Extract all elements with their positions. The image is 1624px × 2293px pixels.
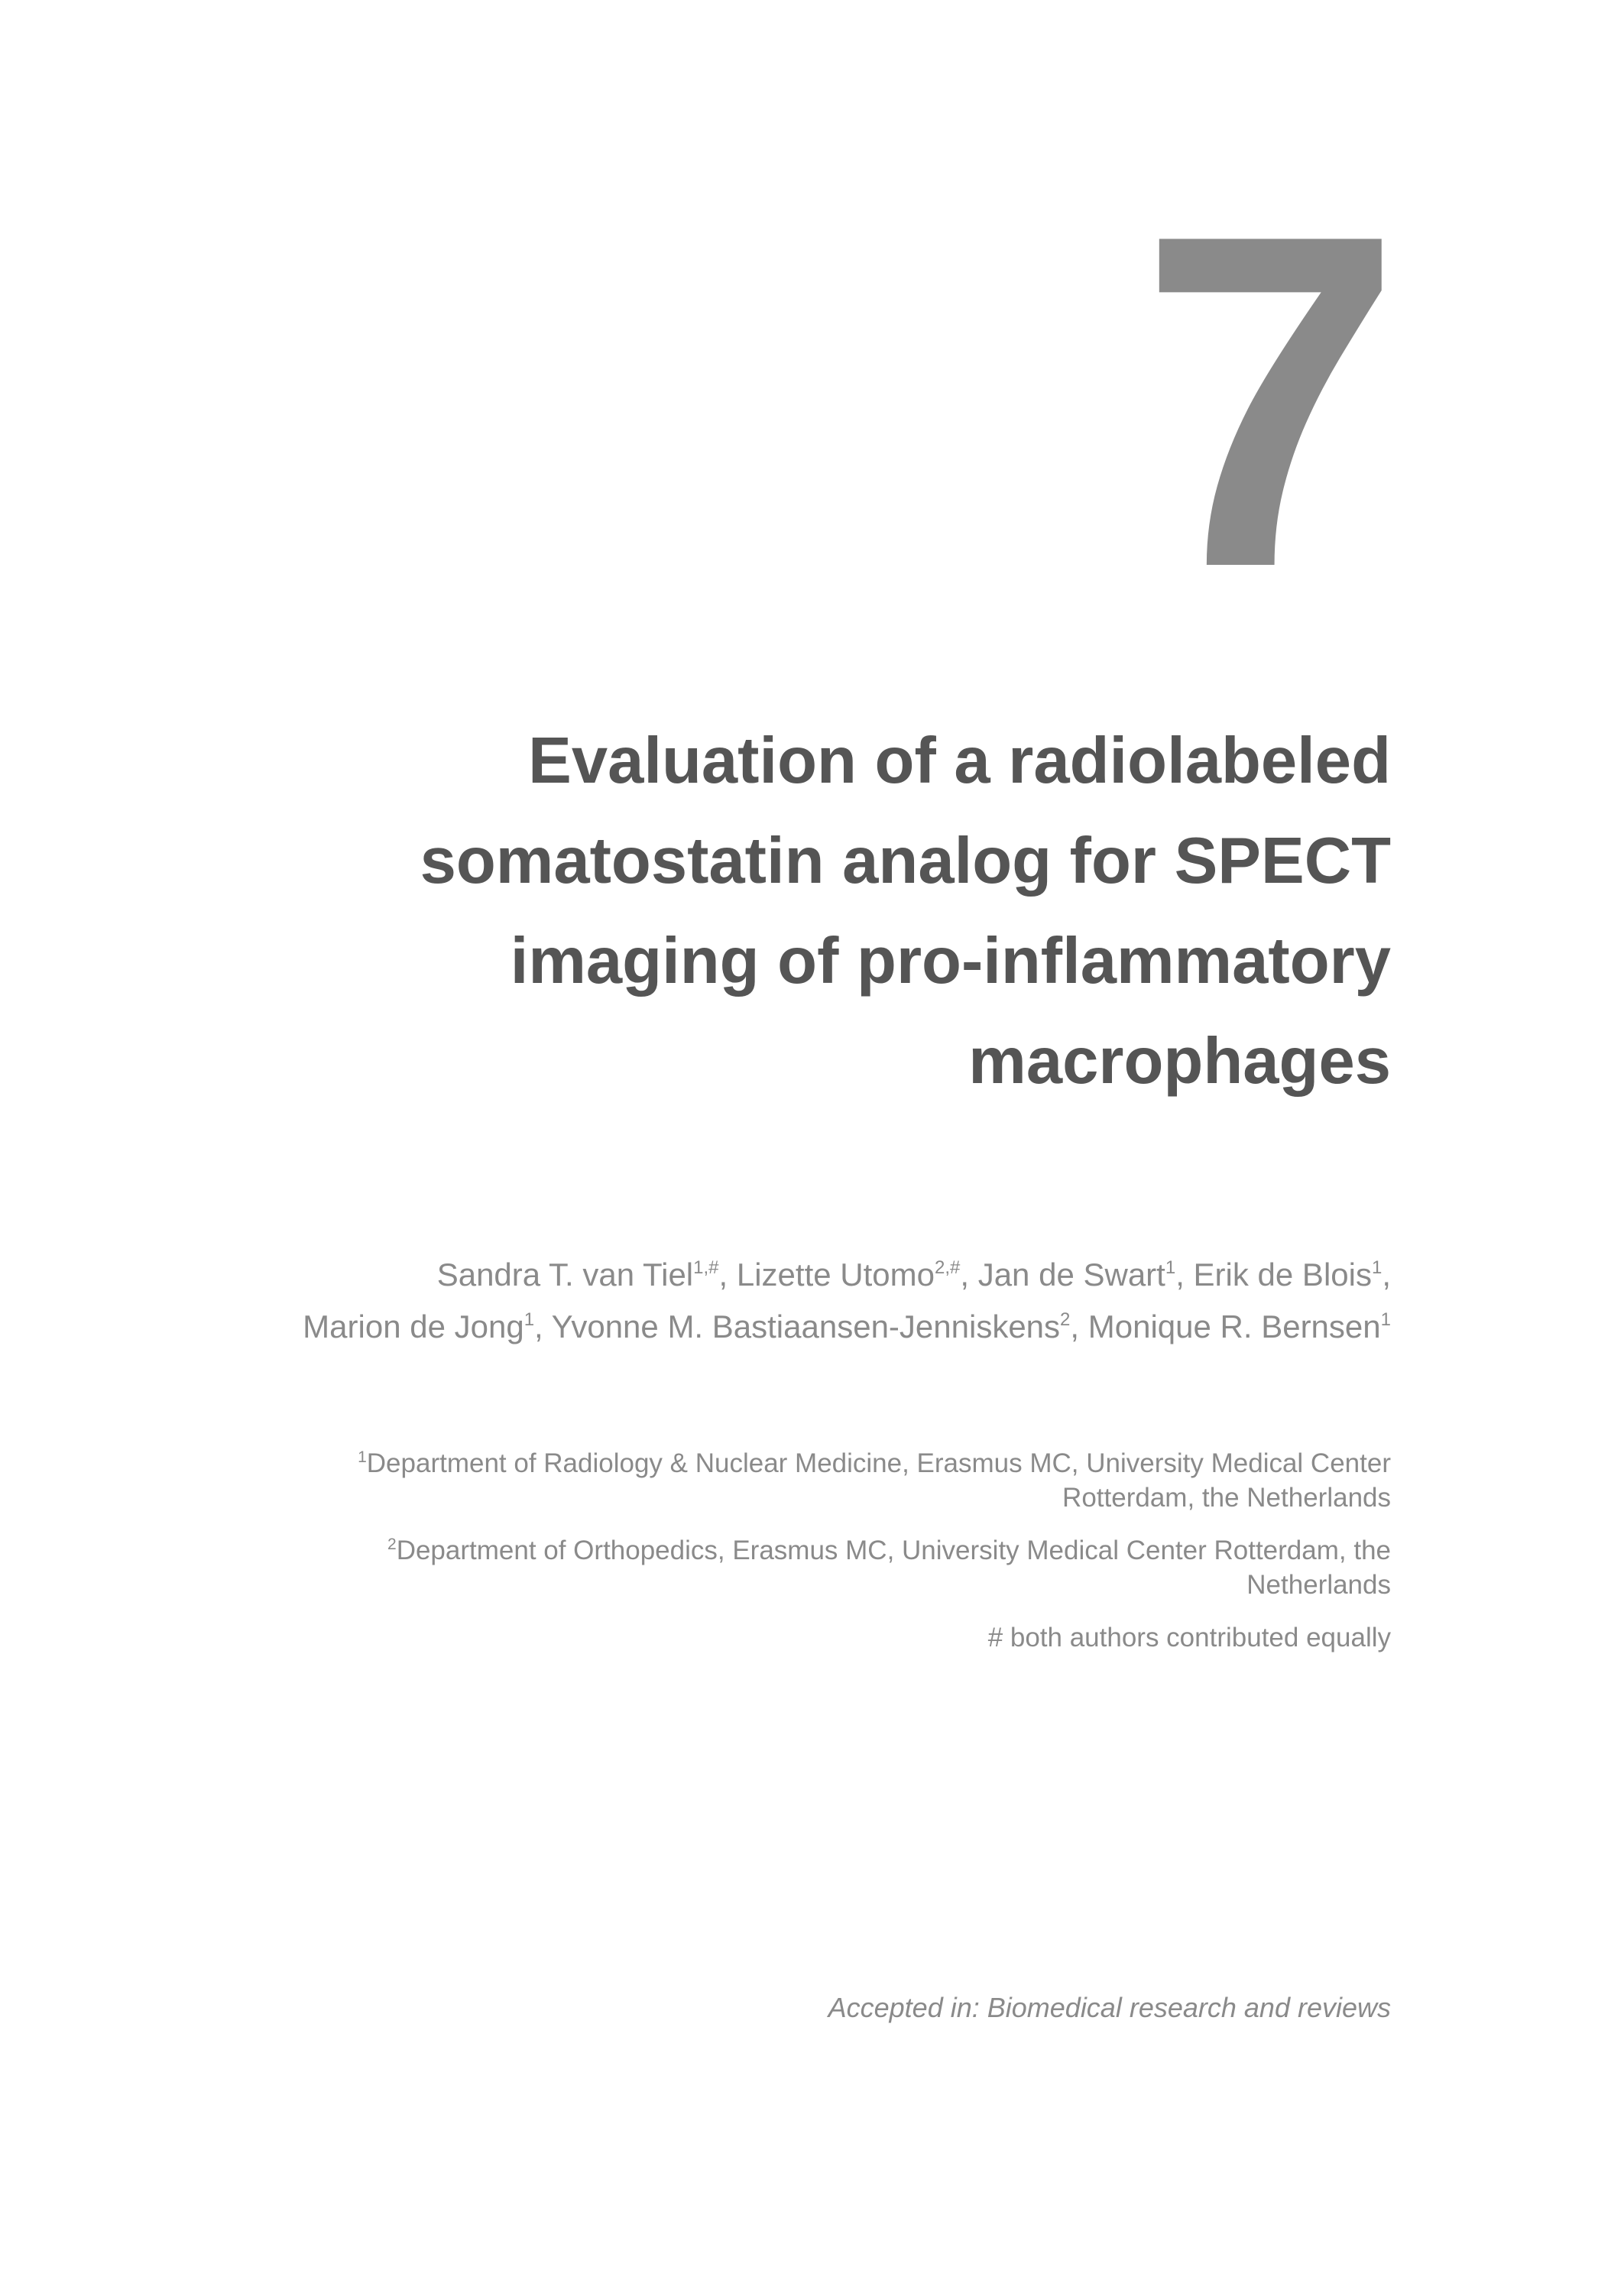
equal-contribution-note: # both authors contributed equally [987,1623,1391,1652]
author-name: Lizette Utomo [736,1257,935,1292]
chapter-title-line: macrophages [968,1025,1391,1098]
author-name: Monique R. Bernsen [1088,1309,1381,1344]
chapter-title-line: somatostatin analog for SPECT [420,825,1391,897]
author-affiliation-marker: 1 [1165,1257,1176,1278]
author-affiliation-marker: 1 [1380,1309,1391,1330]
affiliation-marker: 1 [358,1448,367,1466]
author-separator: , [1175,1257,1194,1292]
author-name: Jan de Swart [977,1257,1165,1292]
affiliation-line: Rotterdam, the Netherlands [1062,1483,1391,1513]
chapter-title-line: imaging of pro-inflammatory [510,925,1391,997]
author-separator: , [534,1309,552,1344]
affiliation-1 [245,1446,1391,1515]
author-name: Marion de Jong [303,1309,524,1344]
author-separator: , [1382,1257,1391,1292]
accepted-in-note: Accepted in: Biomedical research and reviews [828,1992,1391,2023]
chapter-number: 7 [1139,137,1395,666]
author-list [168,1249,1391,1353]
author-affiliation-marker: 1 [524,1309,535,1330]
affiliation-2 [245,1533,1391,1602]
author-name: Yvonne M. Bastiaansen-Jenniskens [551,1309,1061,1344]
author-affiliation-marker: 1,# [693,1257,719,1278]
author-name: Erik de Blois [1193,1257,1372,1292]
chapter-title-line: Evaluation of a radiolabeled [528,725,1391,797]
affiliation-line: Netherlands [1246,1570,1391,1600]
author-separator: , [960,1257,978,1292]
affiliation-text: Department of Radiology & Nuclear Medicine, Erasmus MC, University Medical Center [366,1448,1391,1478]
author-affiliation-marker: 1 [1371,1257,1383,1278]
author-line-2 [168,1301,1391,1353]
author-separator: , [1070,1309,1088,1344]
author-affiliation-marker: 2 [1060,1309,1071,1330]
author-separator: , [718,1257,737,1292]
author-line-1 [168,1249,1391,1301]
affiliation-line [245,1533,1391,1568]
chapter-title [245,711,1391,1111]
affiliation-line [245,1446,1391,1481]
affiliation-marker: 2 [387,1536,397,1553]
author-affiliation-marker: 2,# [934,1257,961,1278]
author-name: Sandra T. van Tiel [436,1257,694,1292]
affiliation-text: Department of Orthopedics, Erasmus MC, University Medical Center Rotterdam, the [396,1536,1391,1565]
